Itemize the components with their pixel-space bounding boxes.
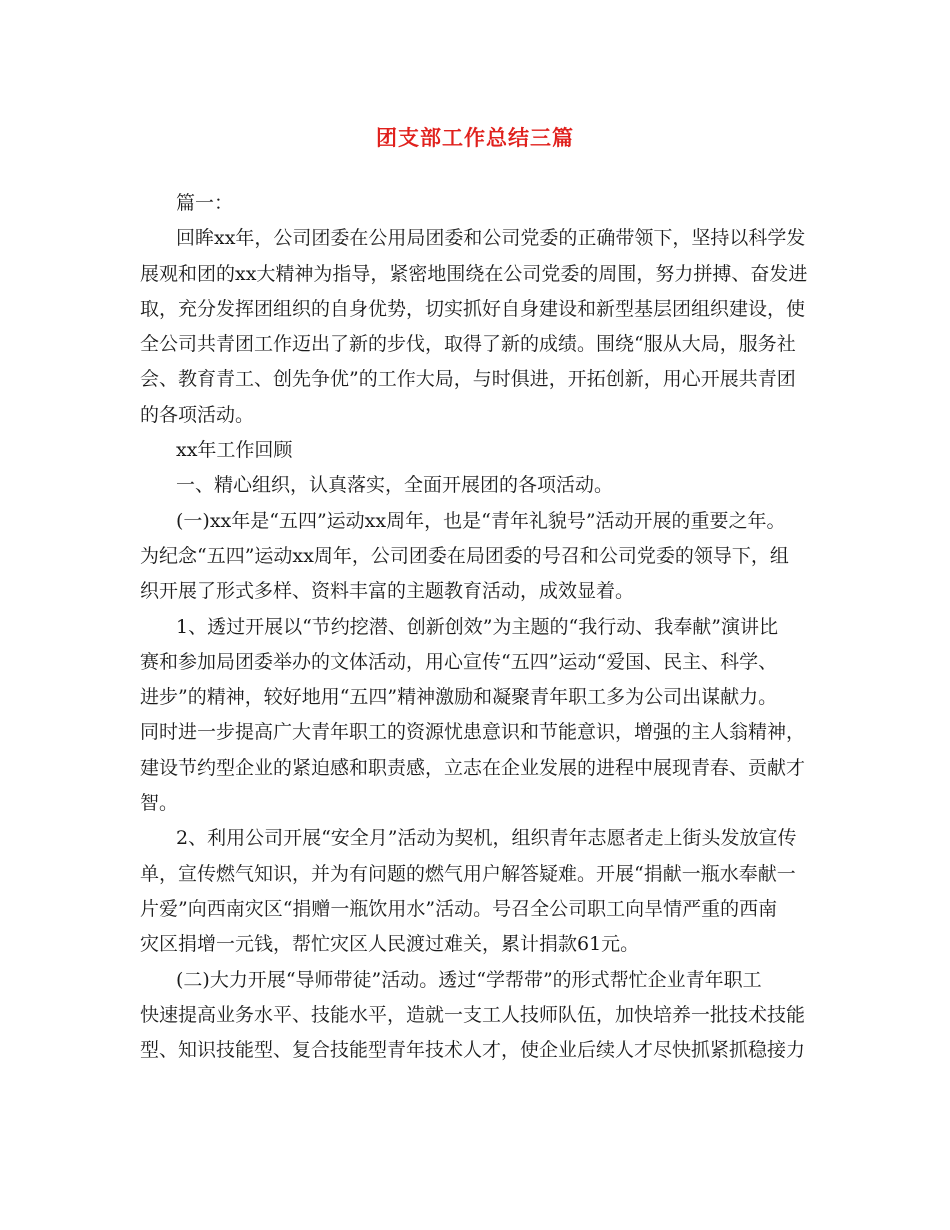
text-line: 同时进一步提高广大青年职工的资源忧患意识和节能意识，增强的主人翁精神，: [140, 721, 806, 744]
text-line: 智。: [140, 792, 179, 815]
text-line: 灾区捐增一元钱，帮忙灾区人民渡过难关，累计捐款61元。: [140, 933, 640, 956]
text-line: (一)xx年是“五四”运动xx周年，也是“青年礼貌号”活动开展的重要之年。: [176, 509, 786, 532]
document-body: [140, 186, 812, 1068]
text-line: 全公司共青团工作迈出了新的步伐，取得了新的成绩。围绕“服从大局，服务社: [140, 333, 796, 356]
text-line: 2、利用公司开展“安全月”活动为契机，组织青年志愿者走上街头发放宣传: [176, 827, 797, 850]
text-line: 会、教育青工、创先争优”的工作大局，与时俱进，开拓创新，用心开展共青团: [140, 368, 796, 391]
text-line: 展观和团的xx大精神为指导，紧密地围绕在公司党委的周围，努力拼搏、奋发进: [140, 262, 808, 285]
text-line: 片爱”向西南灾区“捐赠一瓶饮用水”活动。号召全公司职工向旱情严重的西南: [140, 897, 778, 920]
text-line: 一、精心组织，认真落实，全面开展团的各项活动。: [176, 474, 614, 497]
text-line: 快速提高业务水平、技能水平，造就一支工人技师队伍，加快培养一批技术技能: [140, 1003, 806, 1026]
text-line: 赛和参加局团委举办的文体活动，用心宣传“五四”运动“爱国、民主、科学、: [140, 650, 778, 673]
text-line: 1、透过开展以“节约挖潜、创新创效”为主题的“我行动、我奉献”演讲比: [176, 615, 778, 638]
text-line: 为纪念“五四”运动xx周年，公司团委在局团委的号召和公司党委的领导下，组: [140, 544, 789, 567]
text-line: 建设节约型企业的紧迫感和职责感，立志在企业发展的进程中展现青春、贡献才: [140, 756, 806, 779]
text-line: 的各项活动。: [140, 403, 255, 426]
text-line: 回眸xx年，公司团委在公用局团委和公司党委的正确带领下，坚持以科学发: [176, 227, 806, 250]
text-line: 型、知识技能型、复合技能型青年技术人才，使企业后续人才尽快抓紧抓稳接力: [140, 1039, 806, 1062]
text-line: xx年工作回顾: [176, 439, 293, 462]
text-line: 织开展了形式多样、资料丰富的主题教育活动，成效显着。: [140, 580, 635, 603]
text-line: 篇一：: [176, 192, 234, 214]
text-line: 进步”的精神，较好地用“五四”精神激励和凝聚青年职工多为公司出谋献力。: [140, 686, 778, 709]
text-line: 取，充分发挥团组织的自身优势，切实抓好自身建设和新型基层团组织建设，使: [140, 297, 806, 320]
text-line: 单，宣传燃气知识，并为有问题的燃气用户解答疑难。开展“捐献一瓶水奉献一: [140, 862, 796, 885]
text-line: (二)大力开展“导师带徒”活动。透过“学帮带”的形式帮忙企业青年职工: [176, 968, 762, 991]
document-title: 团支部工作总结三篇: [376, 126, 574, 150]
